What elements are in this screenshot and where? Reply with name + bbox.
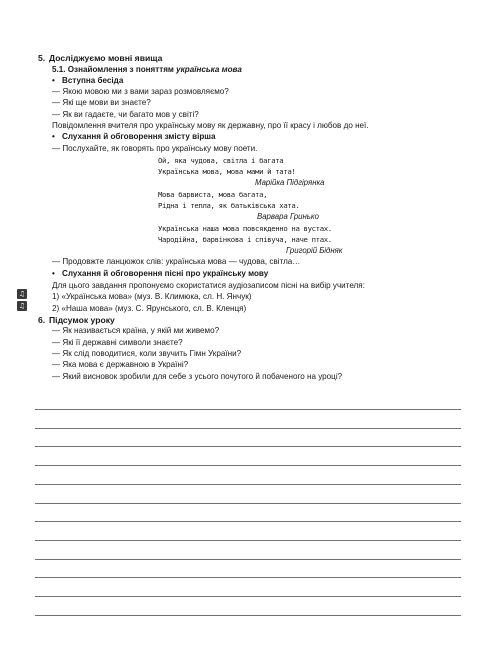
- word-chain: — Продовжте ланцюжок слів: українська мова — чудова, світла…: [52, 257, 301, 266]
- subsection-text: Ознайомлення з поняттям: [67, 65, 174, 74]
- note-line: [35, 596, 461, 597]
- note-line: [35, 484, 461, 485]
- bullet-label: Вступна бесіда: [62, 76, 124, 85]
- poem-line: Чародійна, барвінкова і співуча, наче птах.: [158, 235, 332, 244]
- poem-author: Варвара Гринько: [257, 212, 319, 221]
- note-line: [35, 409, 461, 410]
- poem-author: Марійка Підгірянка: [255, 178, 325, 187]
- poem-line: Мова барвиста, мова багата,: [158, 190, 268, 199]
- song-item: 1) «Українська мова» (муз. В. Климюка, сл. Н. Янчук): [52, 292, 252, 301]
- section-5-heading: [38, 53, 162, 63]
- listen-intro: — Послухайте, як говорять про українську мову поети.: [52, 144, 258, 153]
- speaker-glyph: ♫: [18, 302, 26, 310]
- note-line: [35, 577, 461, 578]
- bullet-icon: •: [52, 132, 55, 141]
- note-line: [35, 465, 461, 466]
- summary-question: — Як слід поводитися, коли звучить Гімн України?: [52, 349, 242, 358]
- subsection-number: 5.1.: [52, 65, 66, 74]
- audio-note: Для цього завдання пропонуємо скористатися аудіозаписом пісні на вибір учителя:: [52, 281, 365, 290]
- bullet-label: Слухання й обговорення змісту вірша: [62, 132, 216, 141]
- question-line: — Якою мовою ми з вами зараз розмовляємо?: [52, 87, 229, 96]
- bullet-label: Слухання й обговорення пісні про українську мову: [62, 269, 269, 278]
- poem-line: Ой, яка чудова, світла і багата: [158, 156, 284, 165]
- note-line: [35, 428, 461, 429]
- question-line: — Як ви гадаєте, чи багато мов у світі?: [52, 110, 199, 119]
- bullet-icon: •: [52, 76, 55, 85]
- audio-icon[interactable]: [17, 289, 27, 299]
- poem-author: Григорій Бідняк: [286, 246, 343, 255]
- bullet-intro-talk: [52, 76, 123, 86]
- speaker-glyph: ♫: [18, 290, 26, 298]
- summary-question: — Які її державні символи знаєте?: [52, 338, 183, 347]
- subsection-5-1: [52, 65, 242, 75]
- note-line: [35, 540, 461, 541]
- song-item: 2) «Наша мова» (муз. С. Ярунського, сл. В. Кленця): [52, 304, 247, 313]
- section-number: 5.: [38, 53, 46, 63]
- section-6-heading: [38, 315, 115, 325]
- note-line: [35, 521, 461, 522]
- poem-line: Українська мова, мова мами й тата!: [158, 167, 296, 176]
- summary-question: — Яка мова є державною в Україні?: [52, 360, 189, 369]
- note-line: [35, 446, 461, 447]
- section-title: Підсумок уроку: [49, 315, 115, 325]
- note-line: [35, 615, 461, 616]
- note-line: [35, 503, 461, 504]
- bullet-icon: •: [52, 269, 55, 278]
- section-title: Досліджуємо мовні явища: [49, 53, 163, 63]
- summary-question: — Який висновок зробили для себе з усього почутого й побаченого на уроці?: [52, 372, 343, 381]
- audio-icon[interactable]: [17, 301, 27, 311]
- question-line: — Які ще мови ви знаєте?: [52, 98, 151, 107]
- summary-question: — Як називається країна, у якій ми живемо?: [52, 326, 220, 335]
- section-number: 6.: [38, 315, 46, 325]
- subsection-term: українська мова: [176, 65, 242, 74]
- bullet-poem-discussion: [52, 132, 216, 142]
- note-line: [35, 559, 461, 560]
- bullet-song-discussion: [52, 269, 268, 279]
- poem-line: Рідна і тепла, як батьківська хата.: [158, 201, 300, 210]
- poem-line: Українська наша мова повсякденно на вустах.: [158, 224, 332, 233]
- teacher-message: Повідомлення вчителя про українську мову як державну, про її красу і любов до неї.: [52, 121, 369, 130]
